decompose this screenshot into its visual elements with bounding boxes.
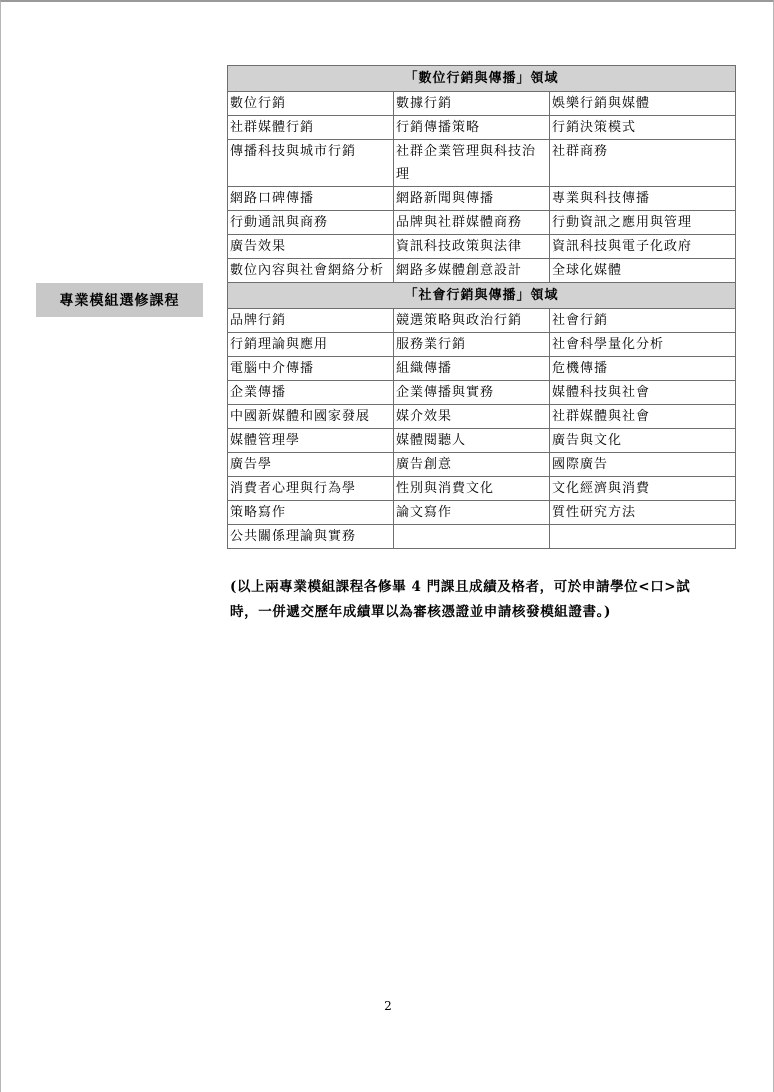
course-cell: 文化經濟與消費 xyxy=(550,477,736,501)
course-cell: 組織傳播 xyxy=(394,357,550,381)
course-cell: 數位行銷 xyxy=(228,92,394,116)
table-row xyxy=(228,187,736,211)
table-row xyxy=(228,211,736,235)
course-cell: 策略寫作 xyxy=(228,501,394,525)
course-cell: 社群媒體行銷 xyxy=(228,116,394,140)
course-cell: 社會行銷 xyxy=(550,309,736,333)
course-cell: 企業傳播 xyxy=(228,381,394,405)
course-cell: 行銷理論與應用 xyxy=(228,333,394,357)
course-cell: 網路口碑傳播 xyxy=(228,187,394,211)
course-cell: 服務業行銷 xyxy=(394,333,550,357)
course-cell: 電腦中介傳播 xyxy=(228,357,394,381)
course-cell: 廣告創意 xyxy=(394,453,550,477)
course-table xyxy=(227,65,736,549)
course-cell: 品牌行銷 xyxy=(228,309,394,333)
course-cell: 資訊科技與電子化政府 xyxy=(550,235,736,259)
course-cell: 媒體閱聽人 xyxy=(394,429,550,453)
course-cell: 數位內容與社會網絡分析 xyxy=(228,259,394,283)
table-row xyxy=(228,140,736,187)
page-number: 2 xyxy=(384,999,392,1013)
course-cell: 性別與消費文化 xyxy=(394,477,550,501)
table-row xyxy=(228,309,736,333)
course-cell: 社群商務 xyxy=(550,140,736,187)
course-cell: 危機傳播 xyxy=(550,357,736,381)
course-cell: 網路多媒體創意設計 xyxy=(394,259,550,283)
table-row xyxy=(228,429,736,453)
course-cell: 廣告與文化 xyxy=(550,429,736,453)
course-table-body xyxy=(228,66,736,549)
table-row xyxy=(228,477,736,501)
course-cell: 公共關係理論與實務 xyxy=(228,525,394,549)
course-cell: 消費者心理與行為學 xyxy=(228,477,394,501)
section-header-row xyxy=(228,66,736,92)
table-row xyxy=(228,501,736,525)
table-row xyxy=(228,259,736,283)
module-electives-label: 專業模組選修課程 xyxy=(36,283,203,317)
course-cell: 行動通訊與商務 xyxy=(228,211,394,235)
course-cell: 媒介效果 xyxy=(394,405,550,429)
course-cell: 社會科學量化分析 xyxy=(550,333,736,357)
course-cell: 網路新聞與傳播 xyxy=(394,187,550,211)
course-cell xyxy=(550,525,736,549)
course-cell: 企業傳播與實務 xyxy=(394,381,550,405)
course-cell: 行銷傳播策略 xyxy=(394,116,550,140)
requirement-note-line-1: (以上兩專業模組課程各修畢 4 門課且成績及格者，可於申請學位<口>試 xyxy=(230,579,691,595)
course-cell: 全球化媒體 xyxy=(550,259,736,283)
table-row xyxy=(228,357,736,381)
course-cell: 品牌與社群媒體商務 xyxy=(394,211,550,235)
course-cell: 社群企業管理與科技治理 xyxy=(394,140,550,187)
requirement-note-line-2: 時，一併遞交歷年成績單以為審核憑證並申請核發模組證書。) xyxy=(230,604,611,620)
section-header-row xyxy=(228,283,736,309)
table-row xyxy=(228,116,736,140)
table-row xyxy=(228,92,736,116)
course-cell: 論文寫作 xyxy=(394,501,550,525)
course-cell: 質性研究方法 xyxy=(550,501,736,525)
course-cell xyxy=(394,525,550,549)
course-cell: 廣告學 xyxy=(228,453,394,477)
table-row xyxy=(228,525,736,549)
course-cell: 資訊科技政策與法律 xyxy=(394,235,550,259)
course-cell: 媒體科技與社會 xyxy=(550,381,736,405)
table-row xyxy=(228,453,736,477)
course-cell: 中國新媒體和國家發展 xyxy=(228,405,394,429)
course-cell: 競選策略與政治行銷 xyxy=(394,309,550,333)
section-title: 「社會行銷與傳播」領域 xyxy=(228,283,736,309)
course-cell: 傳播科技與城市行銷 xyxy=(228,140,394,187)
section-title: 「數位行銷與傳播」領域 xyxy=(228,66,736,92)
table-row xyxy=(228,235,736,259)
course-cell: 社群媒體與社會 xyxy=(550,405,736,429)
course-cell: 娛樂行銷與媒體 xyxy=(550,92,736,116)
table-row xyxy=(228,381,736,405)
course-cell: 國際廣告 xyxy=(550,453,736,477)
course-cell: 行銷決策模式 xyxy=(550,116,736,140)
course-cell: 數據行銷 xyxy=(394,92,550,116)
course-cell: 媒體管理學 xyxy=(228,429,394,453)
course-cell: 廣告效果 xyxy=(228,235,394,259)
table-row xyxy=(228,333,736,357)
requirement-note xyxy=(230,575,735,625)
course-cell: 專業與科技傳播 xyxy=(550,187,736,211)
table-row xyxy=(228,405,736,429)
course-cell: 行動資訊之應用與管理 xyxy=(550,211,736,235)
